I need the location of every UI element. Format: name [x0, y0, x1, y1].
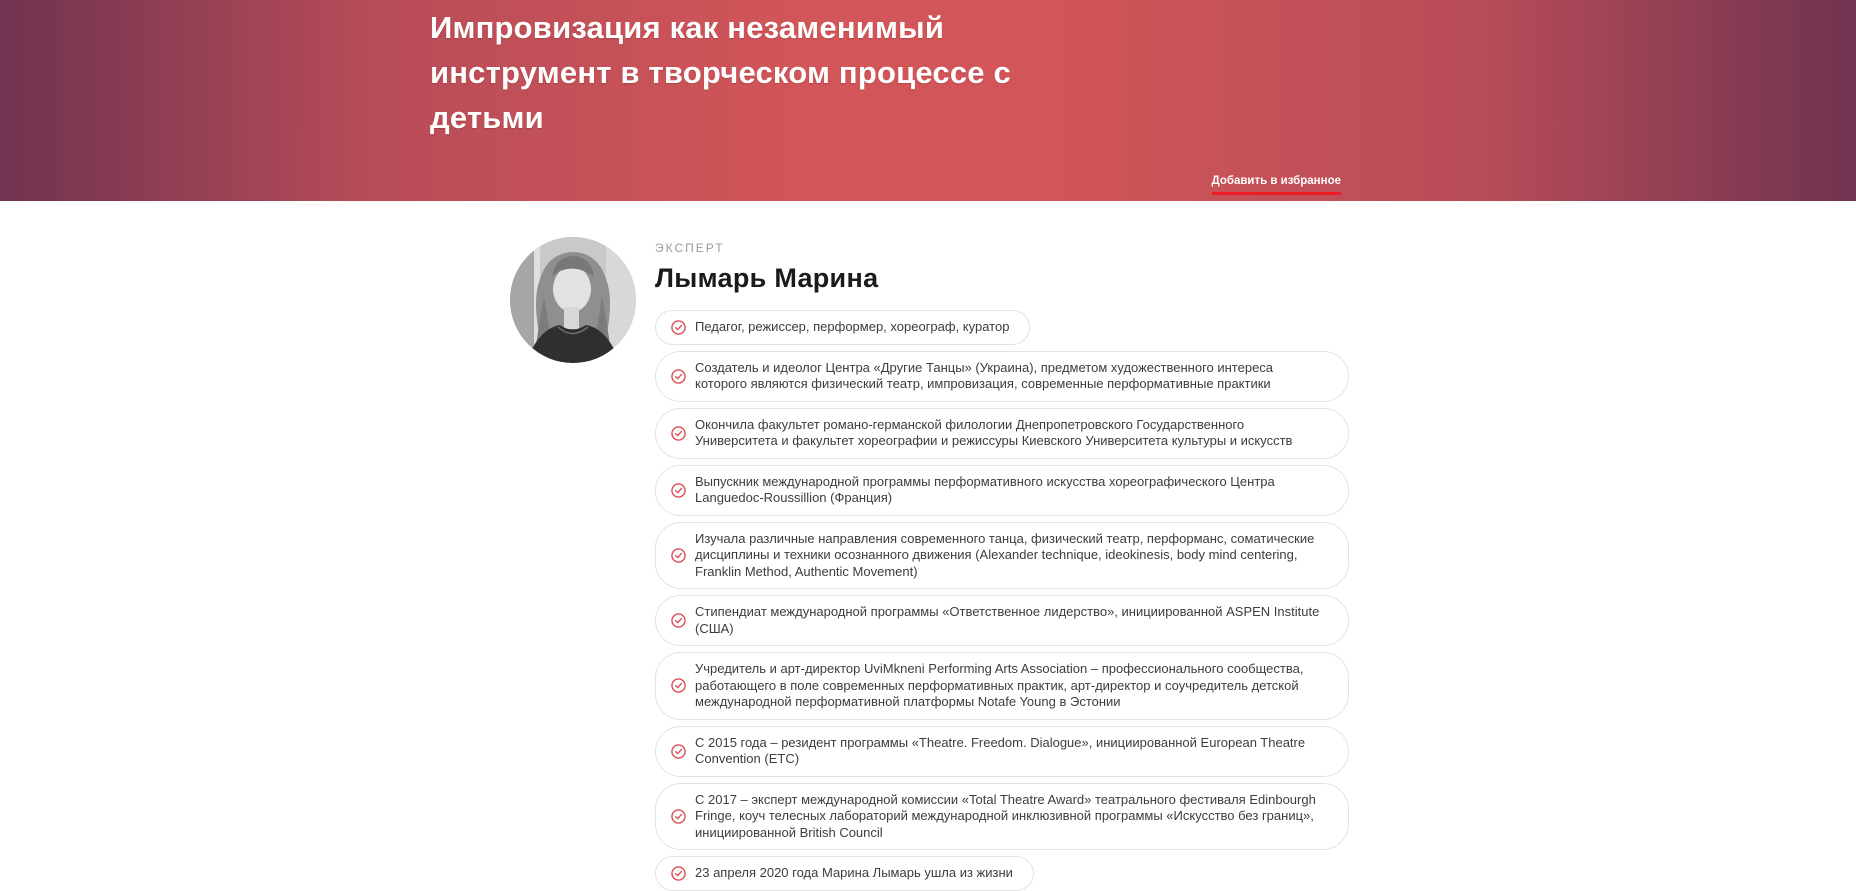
- fact-pill: [655, 522, 1349, 590]
- main-content: [0, 201, 1856, 879]
- fact-pill: [655, 652, 1349, 720]
- fact-pill: [655, 310, 1030, 345]
- fact-pill: [655, 408, 1349, 459]
- fact-text: Окончила факультет романо-германской филологии Днепропетровского Государственного Университета и факультет хореографии и режиссуры Киевского Университета культуры и искусств: [695, 416, 1293, 448]
- fact-pill: [655, 783, 1349, 851]
- fact-pill: [655, 595, 1349, 646]
- page-title: Импровизация как незаменимый инструмент в творческом процессе с детьми: [430, 10, 1011, 135]
- facts-list: [655, 310, 1349, 891]
- check-icon: [671, 809, 686, 824]
- expert-label: ЭКСПЕРТ: [655, 241, 725, 255]
- fact-text: Учредитель и арт-директор UviMkneni Performing Arts Association – профессионального сообщества, работающего в поле современных перформативных практик, арт-директор и соучредитель детской международной перформативной платформы Notafe Young в Эстонии: [695, 661, 1304, 709]
- expert-photo: [510, 237, 636, 363]
- fact-pill: [655, 856, 1034, 891]
- fact-text: 23 апреля 2020 года Марина Лымарь ушла из жизни: [695, 865, 1013, 880]
- check-icon: [671, 613, 686, 628]
- fact-text: С 2017 – эксперт международной комиссии «Total Theatre Award» театрального фестиваля Edinbourgh Fringe, коуч телесных лабораторий международной инклюзивной программы «Искусство без границ», инициированной British Council: [695, 791, 1316, 840]
- fact-text: Выпускник международной программы перформативного искусства хореографического Центра Languedoc-Roussillion (Франция): [695, 473, 1275, 505]
- check-icon: [671, 483, 686, 498]
- portrait-image: [510, 237, 636, 363]
- check-icon: [671, 426, 686, 441]
- fact-text: Стипендиат международной программы «Ответственное лидерство», инициированной ASPEN Institute (США): [695, 604, 1320, 636]
- check-icon: [671, 320, 686, 335]
- check-icon: [671, 369, 686, 384]
- fact-text: Изучала различные направления современного танца, физический театр, перформанс, соматические дисциплины и техники осознанного движения (Alexander technique, ideokinesis, body mind centering, Franklin Method, Authentic Movement): [695, 530, 1315, 579]
- add-to-favorites-link[interactable]: Добавить в избранное: [1212, 175, 1342, 195]
- fact-pill: [655, 465, 1349, 516]
- expert-card: [655, 241, 1349, 891]
- check-icon: [671, 744, 686, 759]
- fact-text: С 2015 года – резидент программы «Theatre. Freedom. Dialogue», инициированной European Theatre Convention (ETC): [695, 734, 1306, 766]
- hero-header: [0, 0, 1856, 201]
- check-icon: [671, 678, 686, 693]
- fact-text: Педагог, режиссер, перформер, хореограф, куратор: [695, 319, 1010, 334]
- check-icon: [671, 548, 686, 563]
- fact-pill: [655, 726, 1349, 777]
- expert-name: Лымарь Марина: [655, 263, 879, 293]
- fact-text: Создатель и идеолог Центра «Другие Танцы» (Украина), предметом художественного интереса которого являются физический театр, импровизация, современные перформативные практики: [695, 359, 1274, 391]
- fact-pill: [655, 351, 1349, 402]
